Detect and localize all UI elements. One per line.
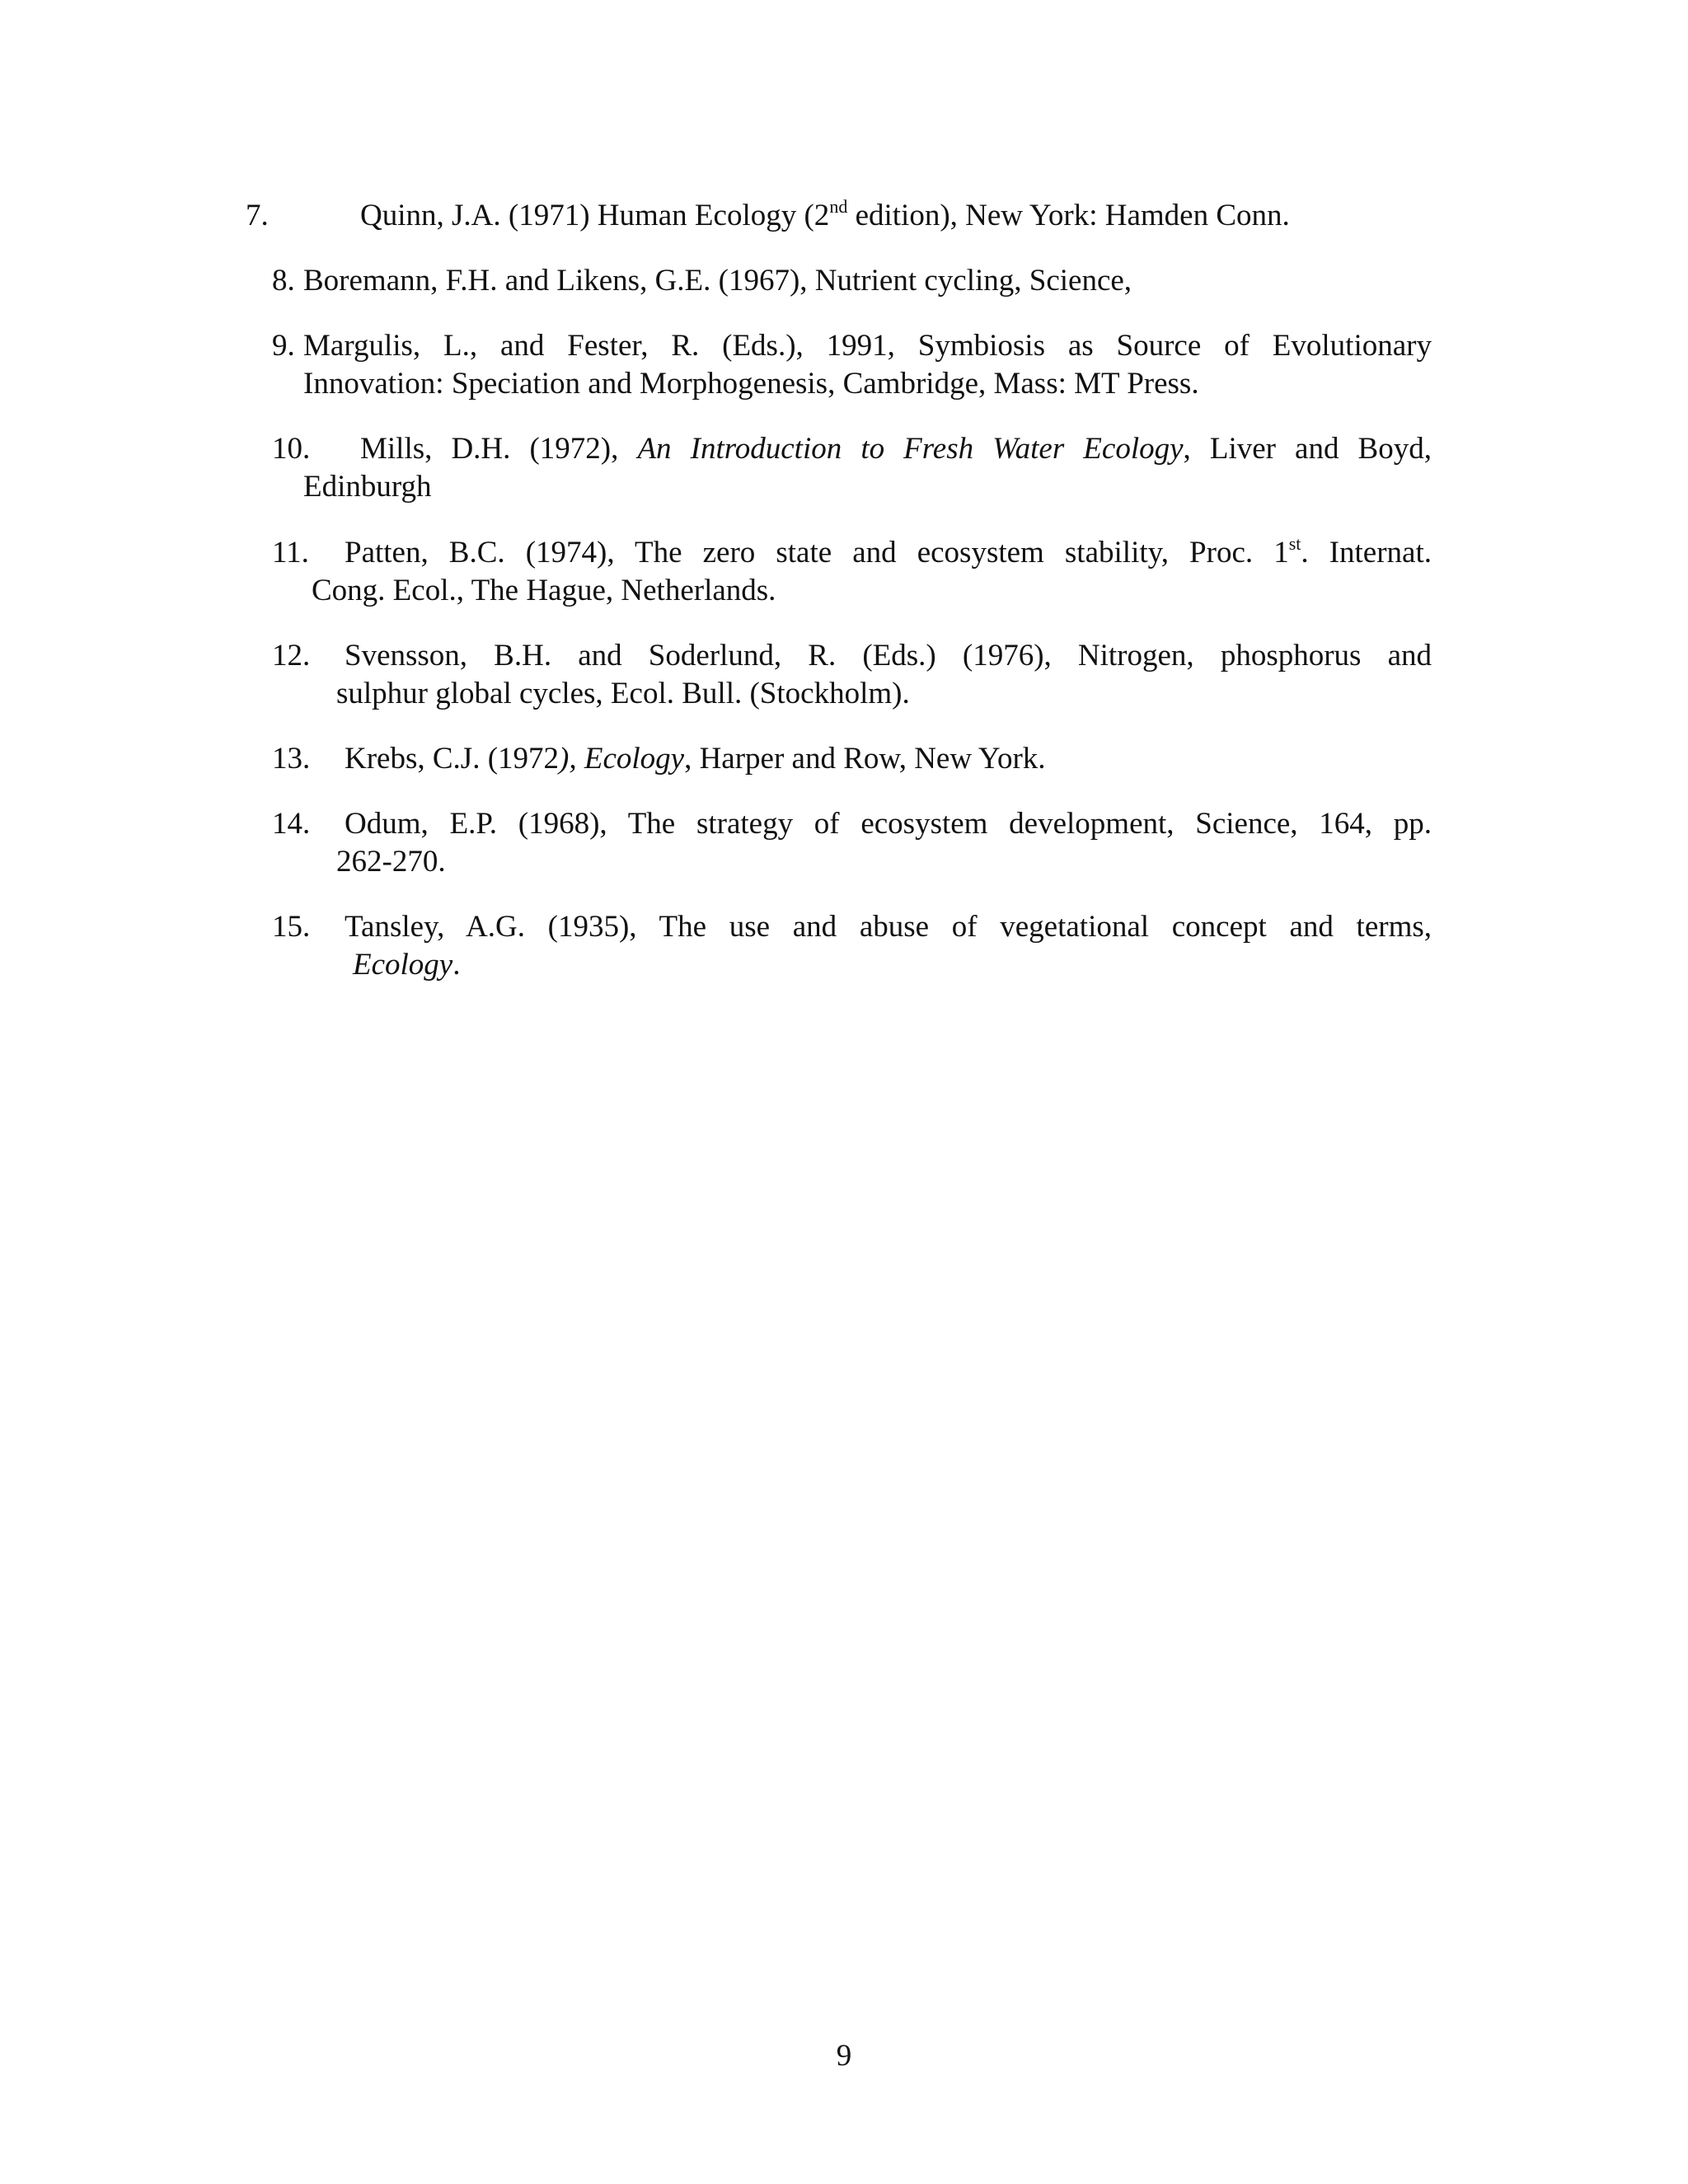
- reference-text-line-1: Tansley, A.G. (1935), The use and abuse of vegetational concept and terms,: [345, 910, 1432, 944]
- reference-number: 12.: [272, 639, 311, 673]
- reference-text-line-2: Ecology.: [353, 948, 461, 982]
- reference-text-line-2: Cong. Ecol., The Hague, Netherlands.: [312, 574, 776, 607]
- reference-text: Krebs, C.J. (1972), Ecology, Harper and Row, New York.: [345, 742, 1046, 776]
- reference-text-line-1: Patten, B.C. (1974), The zero state and ecosystem stability, Proc. 1st. Internat.: [345, 533, 1432, 569]
- reference-text: Quinn, J.A. (1971) Human Ecology (2nd edition), New York: Hamden Conn.: [360, 196, 1290, 232]
- reference-text-line-1: Svensson, B.H. and Soderlund, R. (Eds.) (1976), Nitrogen, phosphorus and: [345, 639, 1432, 673]
- reference-number: 7.: [246, 199, 269, 232]
- reference-number: 10.: [272, 432, 311, 466]
- reference-text-line-1: Mills, D.H. (1972), An Introduction to Fresh Water Ecology, Liver and Boyd,: [360, 432, 1432, 466]
- reference-number: 13.: [272, 742, 311, 776]
- reference-text-line-1: Margulis, L., and Fester, R. (Eds.), 1991, Symbiosis as Source of Evolutionary: [303, 329, 1432, 363]
- reference-number: 11.: [272, 536, 309, 569]
- reference-text: Boremann, F.H. and Likens, G.E. (1967), Nutrient cycling, Science,: [303, 264, 1132, 298]
- reference-number: 14.: [272, 807, 311, 841]
- reference-text-line-2: sulphur global cycles, Ecol. Bull. (Stockholm).: [336, 677, 910, 710]
- reference-text-line-2: 262-270.: [336, 845, 446, 879]
- reference-text-line-2: Innovation: Speciation and Morphogenesis, Cambridge, Mass: MT Press.: [303, 367, 1199, 401]
- reference-number: 9.: [272, 329, 295, 363]
- reference-number: 15.: [272, 910, 311, 944]
- reference-number: 8.: [272, 264, 295, 298]
- reference-text-line-1: Odum, E.P. (1968), The strategy of ecosystem development, Science, 164, pp.: [345, 807, 1432, 841]
- reference-text-line-2: Edinburgh: [303, 470, 432, 504]
- page-number: 9: [836, 2039, 852, 2073]
